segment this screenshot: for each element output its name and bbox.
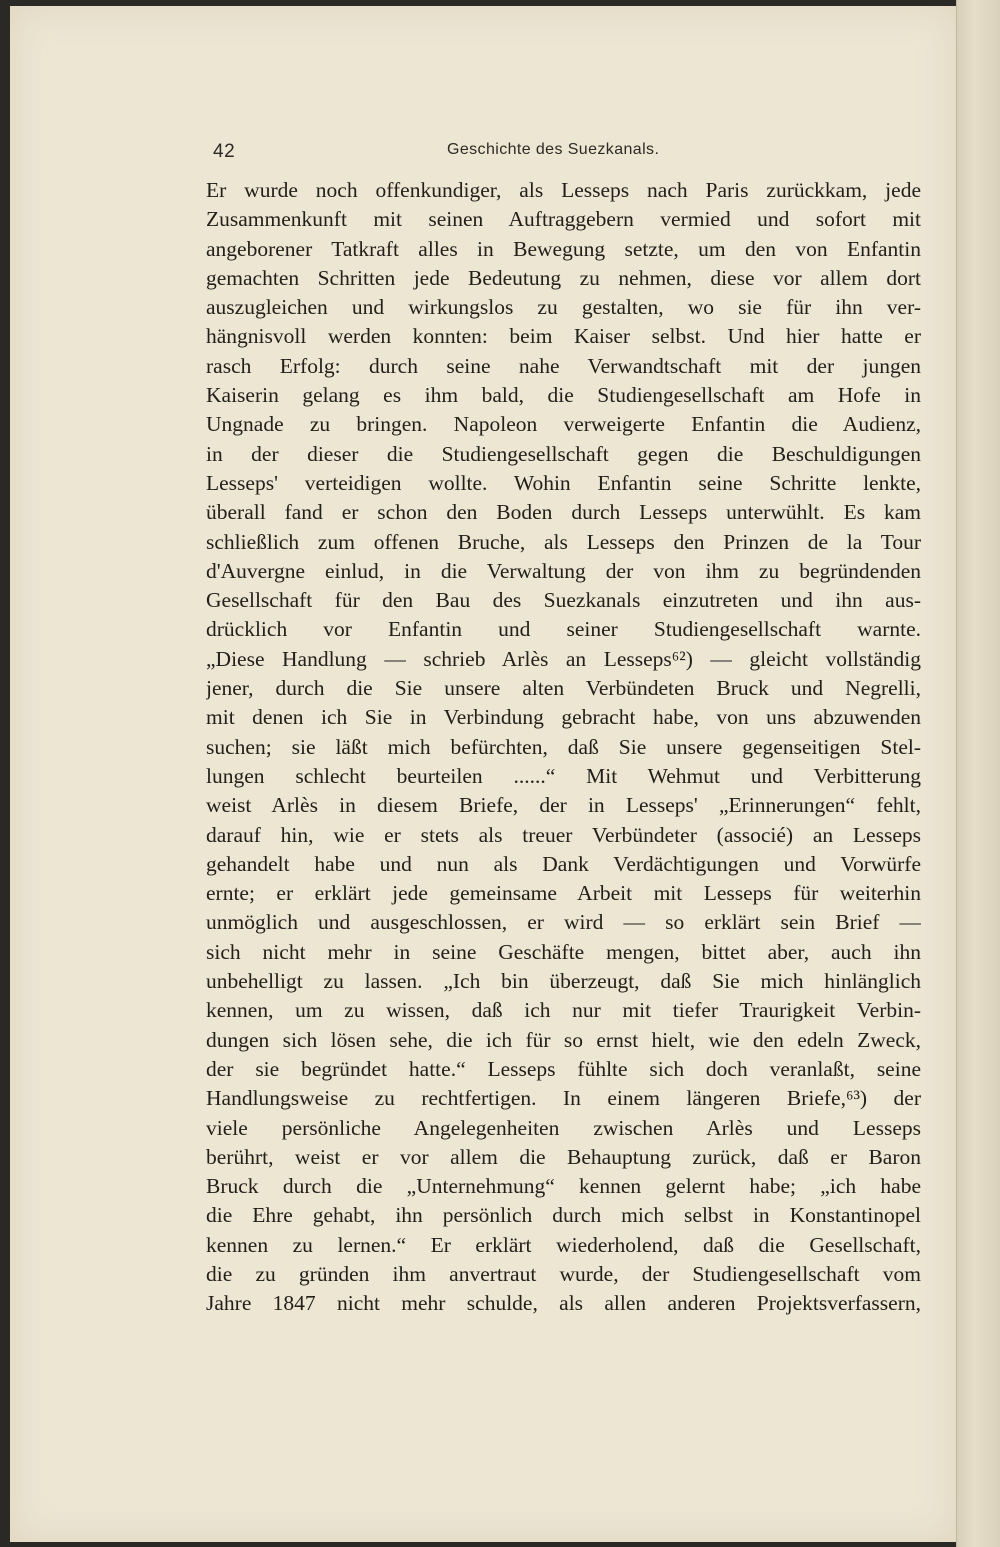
text-line: die zu gründen ihm anvertraut wurde, der Studiengesellschaft vom: [206, 1261, 921, 1286]
text-line: lungen schlecht beurteilen ......“ Mit Wehmut und Verbitterung: [206, 763, 921, 788]
page-number: 42: [213, 141, 236, 162]
text-line: darauf hin, wie er stets als treuer Verbündeter (associé) an Lesseps: [206, 822, 921, 847]
text-line: auszugleichen und wirkungslos zu gestalten, wo sie für ihn ver-: [206, 295, 921, 320]
text-line: weist Arlès in diesem Briefe, der in Lesseps' „Erinnerungen“ fehlt,: [206, 793, 921, 818]
text-line: überall fand er schon den Boden durch Lesseps unterwühlt. Es kam: [206, 500, 921, 525]
text-line: hängnisvoll werden konnten: beim Kaiser selbst. Und hier hatte er: [206, 324, 921, 349]
text-line: Er wurde noch offenkundiger, als Lesseps nach Paris zurückkam, jede: [206, 178, 921, 202]
text-line: d'Auvergne einlud, in die Verwaltung der von ihm zu begründenden: [206, 558, 921, 583]
text-line: Gesellschaft für den Bau des Suezkanals einzutreten und ihn aus-: [206, 588, 921, 613]
text-line: suchen; sie läßt mich befürchten, daß Sie unsere gegenseitigen Stel-: [206, 734, 921, 759]
text-line: Jahre 1847 nicht mehr schulde, als allen anderen Projektsverfassern,: [206, 1291, 921, 1316]
text-line: Lesseps' verteidigen wollte. Wohin Enfantin seine Schritte lenkte,: [206, 470, 921, 495]
text-line: Kaiserin gelang es ihm bald, die Studiengesellschaft am Hofe in: [206, 383, 921, 408]
running-title: Geschichte des Suezkanals.: [447, 141, 660, 158]
text-line: dungen sich lösen sehe, die ich für so ernst hielt, wie den edeln Zweck,: [206, 1027, 921, 1052]
text-line: sich nicht mehr in seine Geschäfte mengen, bittet aber, auch ihn: [206, 939, 921, 964]
text-line: kennen zu lernen.“ Er erklärt wiederholend, daß die Gesellschaft,: [206, 1232, 921, 1257]
text-line: drücklich vor Enfantin und seiner Studiengesellschaft warnte.: [206, 617, 921, 642]
text-line: jener, durch die Sie unsere alten Verbündeten Bruck und Negrelli,: [206, 676, 921, 701]
text-line: Handlungsweise zu rechtfertigen. In einem längeren Briefe,⁶³) der: [206, 1086, 921, 1111]
text-line: „Diese Handlung — schrieb Arlès an Lesseps⁶²) — gleicht vollständig: [206, 646, 921, 671]
text-line: viele persönliche Angelegenheiten zwischen Arlès und Lesseps: [206, 1115, 921, 1140]
text-line: berührt, weist er vor allem die Behauptung zurück, daß er Baron: [206, 1144, 921, 1169]
text-line: unbehelligt zu lassen. „Ich bin überzeugt, daß Sie mich hinlänglich: [206, 969, 921, 994]
text-line: rasch Erfolg: durch seine nahe Verwandtschaft mit der jungen: [206, 353, 921, 378]
text-line: Zusammenkunft mit seinen Auftraggebern vermied und sofort mit: [206, 207, 921, 232]
body-text: [206, 176, 921, 1319]
text-line: angeborener Tatkraft alles in Bewegung setzte, um den von Enfantin: [206, 236, 921, 261]
text-line: unmöglich und ausgeschlossen, er wird — so erklärt sein Brief —: [206, 910, 921, 935]
page-header: [203, 139, 723, 165]
text-line: kennen, um zu wissen, daß ich nur mit tiefer Traurigkeit Verbin-: [206, 998, 921, 1023]
text-line: gemachten Schritten jede Bedeutung zu nehmen, diese vor allem dort: [206, 265, 921, 290]
text-line: Bruck durch die „Unternehmung“ kennen gelernt habe; „ich habe: [206, 1174, 921, 1199]
text-line: mit denen ich Sie in Verbindung gebracht habe, von uns abzuwenden: [206, 705, 921, 730]
text-line: die Ehre gehabt, ihn persönlich durch mich selbst in Konstantinopel: [206, 1203, 921, 1228]
text-line: ernte; er erklärt jede gemeinsame Arbeit mit Lesseps für weiterhin: [206, 881, 921, 906]
text-line: der sie begründet hatte.“ Lesseps fühlte sich doch veranlaßt, seine: [206, 1056, 921, 1081]
text-line: Ungnade zu bringen. Napoleon verweigerte Enfantin die Audienz,: [206, 412, 921, 437]
text-line: gehandelt habe und nun als Dank Verdächtigungen und Vorwürfe: [206, 851, 921, 876]
adjacent-page-edge: [956, 0, 1000, 1547]
text-line: in der dieser die Studiengesellschaft gegen die Beschuldigungen: [206, 441, 921, 466]
text-line: schließlich zum offenen Bruche, als Lesseps den Prinzen de la Tour: [206, 529, 921, 554]
